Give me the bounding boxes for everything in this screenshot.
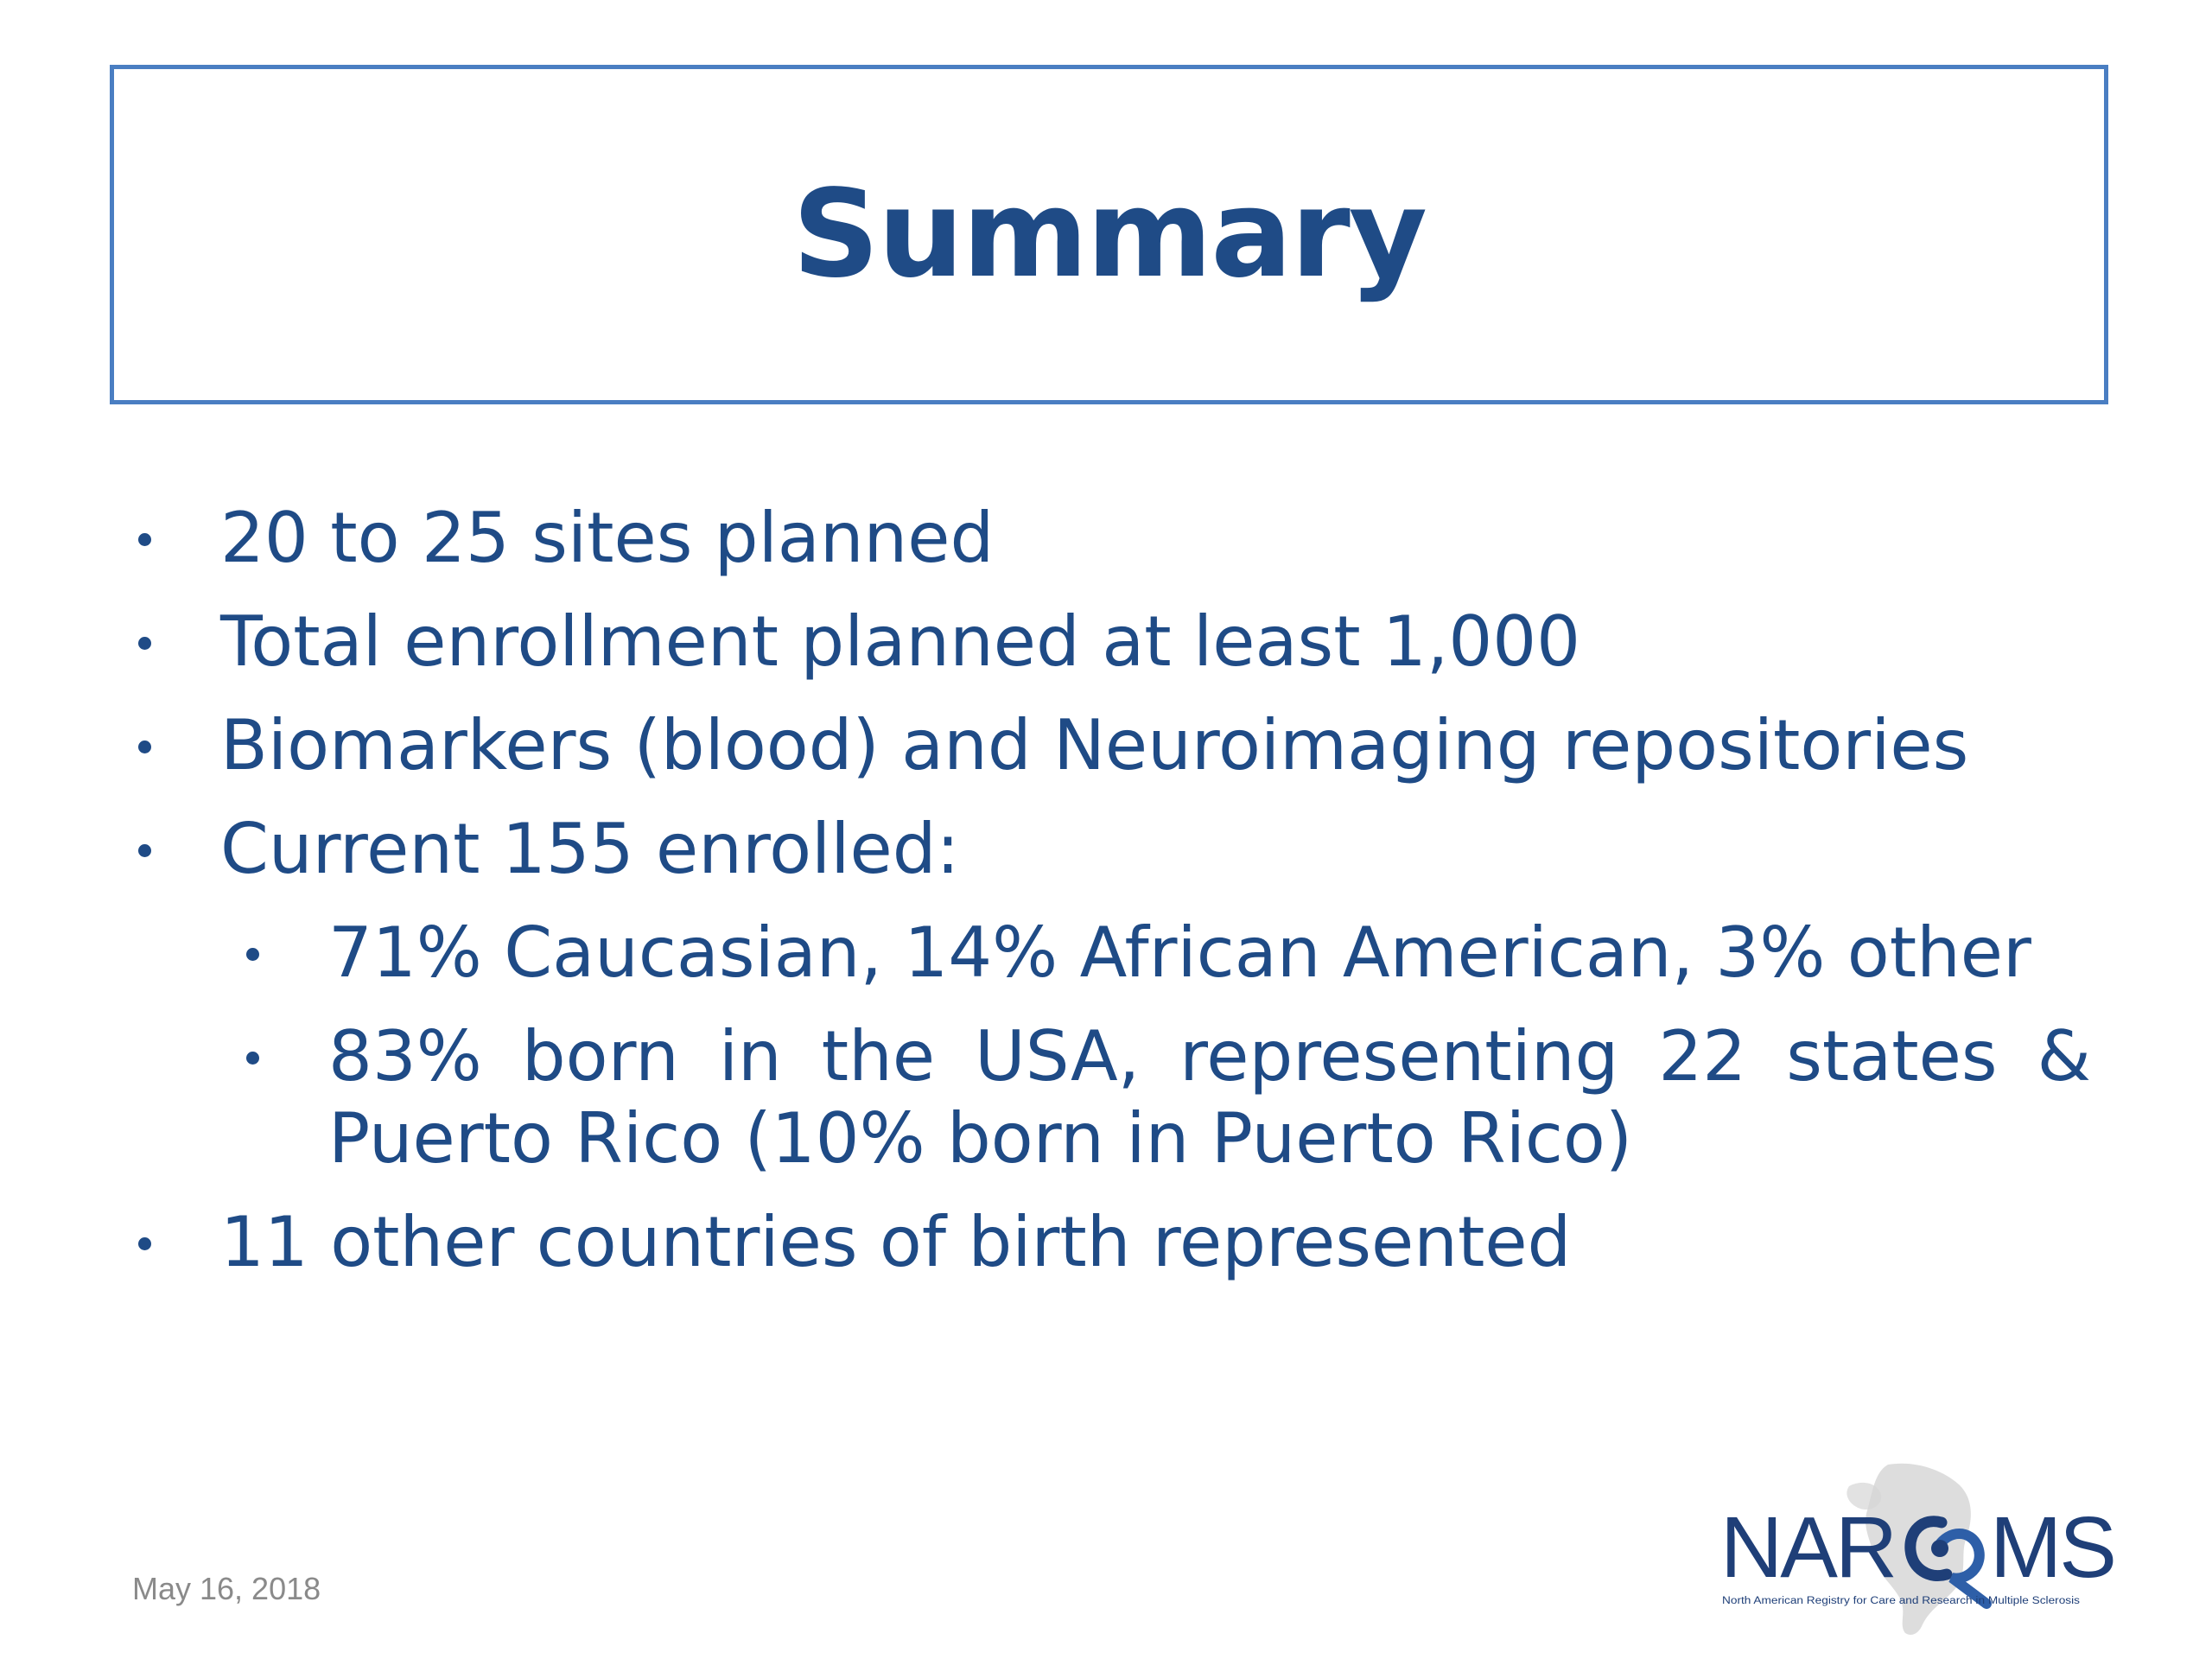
bullet-dot-icon bbox=[138, 1237, 151, 1250]
bullet-list bbox=[130, 497, 2091, 1305]
bullet-text: Current 155 enrolled: bbox=[220, 809, 960, 889]
bullet-item bbox=[130, 808, 2091, 890]
bullet-dot-icon bbox=[246, 948, 259, 961]
bullet-dot-icon bbox=[138, 741, 151, 753]
bullet-item bbox=[130, 601, 2091, 683]
sub-bullet-item bbox=[130, 1015, 2091, 1179]
bullet-text: 11 other countries of birth represented bbox=[220, 1202, 1572, 1282]
bullet-text: 20 to 25 sites planned bbox=[220, 498, 995, 578]
bullet-item bbox=[130, 1201, 2091, 1283]
bullet-text: 83% born in the USA, representing 22 states & Puerto Rico (10% born in Puerto Rico) bbox=[328, 1016, 2091, 1179]
logo-text-part2: MS bbox=[1990, 1499, 2114, 1596]
slide-title: Summary bbox=[791, 163, 1427, 305]
bullet-text: Biomarkers (blood) and Neuroimaging repositories bbox=[220, 705, 1969, 785]
bullet-item bbox=[130, 704, 2091, 786]
bullet-dot-icon bbox=[138, 844, 151, 857]
title-box bbox=[110, 65, 2108, 404]
narcoms-logo-icon bbox=[1715, 1460, 2114, 1642]
bullet-dot-icon bbox=[138, 637, 151, 650]
sub-bullet-item bbox=[130, 912, 2091, 994]
logo-tagline: North American Registry for Care and Research in Multiple Sclerosis bbox=[1722, 1596, 2081, 1606]
slide-date: May 16, 2018 bbox=[132, 1571, 321, 1606]
logo-text-part1: NAR bbox=[1720, 1499, 1896, 1596]
bullet-text: 71% Caucasian, 14% African American, 3% other bbox=[328, 912, 2031, 993]
bullet-dot-icon bbox=[246, 1052, 259, 1065]
narcoms-logo bbox=[1715, 1460, 2114, 1642]
bullet-text: Total enrollment planned at least 1,000 bbox=[220, 601, 1581, 682]
bullet-dot-icon bbox=[138, 533, 151, 546]
bullet-item bbox=[130, 497, 2091, 579]
